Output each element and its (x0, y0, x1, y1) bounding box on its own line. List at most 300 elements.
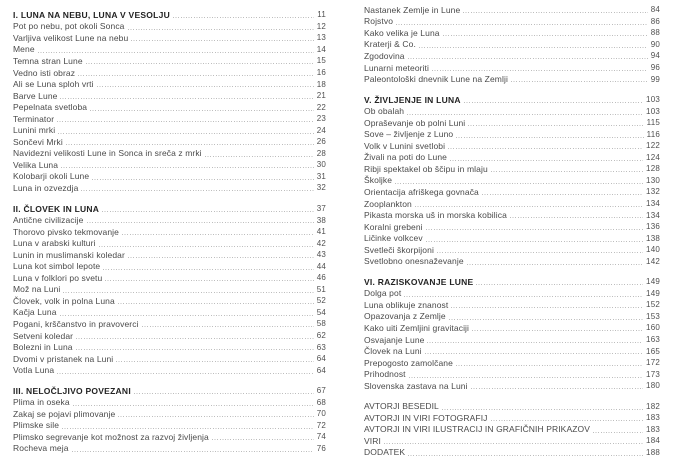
toc-entry (364, 288, 660, 300)
toc-entry (13, 67, 326, 79)
toc-entry (364, 152, 660, 164)
toc-entry-label: Antične civilizacije (13, 215, 84, 226)
toc-entry-label: Plimsko segrevanje kot možnost za razvoj življenja (13, 431, 209, 442)
toc-entry-label: Pikasta morska uš in morska kobilica (364, 210, 507, 221)
toc-page-number: 86 (650, 16, 660, 26)
toc-column-left (13, 9, 326, 454)
toc-entry (13, 307, 326, 319)
toc-page-number: 23 (316, 114, 326, 124)
toc-entry (364, 16, 660, 28)
dot-leader (128, 29, 314, 30)
dot-leader (63, 292, 313, 293)
dot-leader (131, 40, 313, 41)
dot-leader (60, 315, 314, 316)
toc-entry-label: Ob obalah (364, 106, 405, 117)
toc-page-number: 18 (316, 79, 326, 89)
toc-entry (13, 226, 326, 238)
dot-leader (456, 137, 643, 138)
dot-leader (118, 416, 313, 417)
dot-leader (427, 342, 643, 343)
toc-entry (13, 295, 326, 307)
toc-page-number: 21 (316, 91, 326, 101)
dot-leader (76, 338, 314, 339)
toc-entry (13, 420, 326, 432)
toc-entry (13, 237, 326, 249)
toc-column-right (364, 4, 660, 458)
toc-entry (364, 105, 660, 117)
toc-entry-label: Zgodovina (364, 50, 405, 61)
toc-page-number: 184 (646, 436, 660, 446)
toc-page-number: 163 (646, 335, 660, 345)
toc-page-number: 149 (646, 277, 660, 287)
dot-leader (212, 439, 314, 440)
toc-page-number: 12 (316, 21, 326, 31)
toc-entry (13, 214, 326, 226)
toc-section-title: III. NELOČLJIVO POVEZANI (13, 385, 131, 396)
toc-entry-label: Pepelnata svetloba (13, 102, 88, 113)
toc-entry-label: Ribji spektakel ob ščipu in mlaju (364, 163, 488, 174)
toc-entry-label: Lunin in muslimanski koledar (13, 249, 125, 260)
toc-entry-label: Ali se Luna sploh vrti (13, 79, 94, 90)
toc-entry-label: Kako velika je Luna (364, 27, 440, 38)
toc-entry (13, 443, 326, 455)
toc-section (364, 94, 660, 267)
toc-entry-label: Pot po nebu, pot okoli Sonca (13, 21, 125, 32)
toc-page-number: 70 (316, 409, 326, 419)
dot-leader (408, 58, 648, 59)
toc-entry (13, 124, 326, 136)
toc-page-number: 43 (316, 250, 326, 260)
toc-entry (13, 249, 326, 261)
toc-page-number: 180 (646, 381, 660, 391)
toc-entry-label: Luna in ozvezdja (13, 182, 79, 193)
toc-page-number: 44 (316, 261, 326, 271)
toc-entry (364, 255, 660, 267)
toc-section (364, 401, 660, 459)
toc-entry (364, 435, 660, 447)
toc-entry (364, 117, 660, 129)
toc-entry-label: Paleontološki dnevnik Lune na Zemlji (364, 74, 508, 85)
toc-entry-label: VIRI (364, 435, 381, 446)
dot-leader (593, 432, 643, 433)
dot-leader (468, 125, 643, 126)
toc-entry-label: Luna v arabski kulturi (13, 238, 96, 249)
toc-entry-label: Človek, volk in polna Luna (13, 295, 115, 306)
dot-leader (491, 171, 643, 172)
toc-entry (364, 334, 660, 346)
dot-leader (73, 405, 314, 406)
toc-entry-label: Luna v folklori po svetu (13, 272, 103, 283)
dot-leader (432, 70, 648, 71)
toc-entry (13, 272, 326, 284)
toc-entry (13, 55, 326, 67)
toc-entry (364, 311, 660, 323)
toc-page-number: 24 (316, 125, 326, 135)
toc-section-heading (364, 94, 660, 106)
toc-page-number: 130 (646, 175, 660, 185)
toc-entry (13, 159, 326, 171)
toc-entry-label: Plimske sile (13, 420, 60, 431)
toc-entry-label: Slovenska zastava na Luni (364, 380, 468, 391)
toc-entry (364, 322, 660, 334)
toc-page-number: 134 (646, 210, 660, 220)
toc-page-number: 14 (316, 44, 326, 54)
toc-entry-label: Setveni koledar (13, 330, 74, 341)
toc-entry-label: Dolga pot (364, 288, 402, 299)
toc-page-number: 116 (646, 129, 660, 139)
toc-entry-label: Terminator (13, 113, 55, 124)
toc-entry-label: Velika Luna (13, 159, 59, 170)
toc-entry (13, 330, 326, 342)
toc-entry-label: Bolezni in Luna (13, 342, 73, 353)
toc-entry-label: Orientacija afriškega govnača (364, 186, 479, 197)
toc-entry (13, 44, 326, 56)
toc-page-number: 64 (316, 354, 326, 364)
toc-page-number: 37 (316, 204, 326, 214)
dot-leader (86, 63, 314, 64)
toc-page-number: 173 (646, 369, 660, 379)
toc-entry (13, 101, 326, 113)
toc-page-number: 32 (316, 183, 326, 193)
toc-page-number: 140 (646, 245, 660, 255)
toc-entry (13, 78, 326, 90)
toc-entry-label: Živali na poti do Lune (364, 152, 448, 163)
toc-entry-label: Kako uiti Zemljini gravitaciji (364, 322, 470, 333)
toc-section (364, 4, 660, 85)
toc-page-number: 42 (316, 238, 326, 248)
dot-leader (134, 393, 314, 394)
dot-leader (384, 443, 643, 444)
dot-leader (118, 303, 314, 304)
toc-entry-label: AVTORJI IN VIRI FOTOGRAFIJ (364, 412, 488, 423)
toc-entry-label: Luna oblikuje znanost (364, 299, 449, 310)
dot-leader (205, 156, 314, 157)
toc-entry (13, 113, 326, 125)
dot-leader (419, 47, 648, 48)
toc-entry-label: Kačja Luna (13, 307, 57, 318)
dot-leader (87, 222, 314, 223)
toc-entry-label: Temna stran Lune (13, 55, 83, 66)
toc-entry-label: Barve Lune (13, 90, 58, 101)
toc-entry-label: Rocheva meja (13, 443, 69, 454)
toc-page-number: 149 (646, 288, 660, 298)
toc-page-number: 96 (650, 63, 660, 72)
toc-entry (364, 163, 660, 175)
toc-section-heading (364, 276, 660, 288)
toc-page-number: 38 (316, 215, 326, 225)
toc-entry-label: Votla Luna (13, 365, 55, 376)
dot-leader (76, 349, 314, 350)
toc-page-number: 52 (316, 296, 326, 306)
dot-leader (449, 319, 643, 320)
toc-entry-label: Zakaj se pojavi plimovanje (13, 408, 116, 419)
toc-page-number: 26 (316, 137, 326, 147)
dot-leader (425, 353, 643, 354)
toc-page-number: 67 (316, 386, 326, 396)
toc-entry-label: Lunini mrki (13, 125, 56, 136)
dot-leader (122, 234, 314, 235)
toc-entry-label: Koralni grebeni (364, 221, 423, 232)
toc-entry (364, 299, 660, 311)
toc-page-number: 165 (646, 346, 660, 356)
toc-page-number: 136 (646, 222, 660, 232)
toc-page-number: 138 (646, 233, 660, 243)
dot-leader (471, 388, 643, 389)
toc-page-number: 76 (316, 443, 326, 453)
toc-entry-label: Nastanek Zemlje in Lune (364, 4, 461, 15)
toc-section (13, 9, 326, 194)
toc-entry (13, 408, 326, 420)
toc-entry-label: Navidezni velikosti Lune in Sonca in sreča z mrki (13, 148, 202, 159)
toc-entry (364, 368, 660, 380)
dot-leader (491, 420, 644, 421)
toc-entry-label: Svetlobno onesnaževanje (364, 256, 464, 267)
toc-section-title: I. LUNA NA NEBU, LUNA V VESOLJU (13, 9, 170, 20)
dot-leader (92, 179, 313, 180)
toc-entry-label: Ličinke volkcev (364, 233, 423, 244)
dot-leader (62, 428, 314, 429)
toc-entry-label: Dvomi v pristanek na Luni (13, 353, 114, 364)
toc-entry-label: Osvajanje Lune (364, 334, 425, 345)
dot-leader (78, 75, 314, 76)
dot-leader (450, 160, 643, 161)
toc-page-number: 13 (316, 33, 326, 43)
toc-entry (13, 171, 326, 183)
toc-entry (13, 148, 326, 160)
dot-leader (61, 167, 314, 168)
toc-entry (364, 175, 660, 187)
toc-section-heading (13, 203, 326, 215)
toc-page-number: 122 (646, 141, 660, 151)
toc-page-number: 41 (316, 227, 326, 237)
toc-entry-label: Rojstvo (364, 16, 394, 27)
toc-entry (13, 182, 326, 194)
toc-entry-label: Mene (13, 44, 35, 55)
toc-page-number: 182 (646, 401, 660, 411)
dot-leader (173, 17, 314, 18)
toc-entry (13, 136, 326, 148)
toc-page-number: 15 (316, 56, 326, 66)
dot-leader (57, 121, 314, 122)
dot-leader (116, 361, 313, 362)
toc-entry (13, 397, 326, 409)
toc-page-number: 31 (316, 171, 326, 181)
dot-leader (511, 81, 648, 82)
dot-leader (482, 194, 643, 195)
toc-entry (364, 186, 660, 198)
toc-page-number: 62 (316, 331, 326, 341)
toc-entry (364, 73, 660, 85)
toc-entry-label: Thorovo pivsko tekmovanje (13, 226, 119, 237)
toc-page-number: 142 (646, 256, 660, 266)
toc-entry (364, 128, 660, 140)
toc-page-number: 183 (646, 413, 660, 423)
toc-entry-label: Sove – življenje z Luno (364, 129, 454, 140)
dot-leader (58, 133, 313, 134)
toc-page-number: 30 (316, 160, 326, 170)
toc-entry (13, 318, 326, 330)
toc-page-number: 183 (646, 424, 660, 434)
toc-page-number: 99 (650, 74, 660, 84)
dot-leader (510, 217, 643, 218)
toc-entry-label: Človek na Luni (364, 346, 422, 357)
toc-entry-label: Opazovanja z Zemlje (364, 311, 446, 322)
toc-entry (13, 353, 326, 365)
toc-entry-label: Plima in oseka (13, 397, 70, 408)
dot-leader (404, 296, 643, 297)
toc-entry (13, 260, 326, 272)
toc-entry (364, 447, 660, 459)
dot-leader (396, 24, 648, 25)
dot-leader (102, 211, 313, 212)
toc-entry-label: Kraterji & Co. (364, 39, 416, 50)
toc-entry-label: Školjke (364, 175, 393, 186)
toc-page-number: 11 (317, 10, 326, 20)
toc-section-heading (13, 9, 326, 21)
dot-leader (451, 307, 643, 308)
toc-page-number: 160 (646, 323, 660, 333)
dot-leader (142, 326, 314, 327)
toc-entry (364, 50, 660, 62)
toc-entry-label: Varljiva velikost Lune na nebu (13, 32, 129, 43)
toc-page-number: 72 (316, 420, 326, 430)
toc-entry (364, 27, 660, 39)
toc-page-number: 74 (316, 432, 326, 442)
toc-entry (13, 21, 326, 33)
dot-leader (467, 264, 643, 265)
toc-entry (13, 284, 326, 296)
toc-entry-label: AVTORJI BESEDIL (364, 401, 439, 412)
toc-page-number: 153 (646, 311, 660, 321)
toc-page-number: 172 (646, 358, 660, 368)
dot-leader (103, 269, 313, 270)
toc-entry-label: Luna kot simbol lepote (13, 261, 101, 272)
toc-page-number: 88 (650, 28, 660, 38)
toc-entry-label: Volk v Lunini svetlobi (364, 140, 446, 151)
toc-entry-label: Svetleči škorpijoni (364, 244, 434, 255)
toc-page-number: 51 (316, 284, 326, 294)
toc-section-heading (13, 385, 326, 397)
toc-page-number: 115 (646, 118, 660, 128)
dot-leader (426, 241, 643, 242)
toc-entry (364, 345, 660, 357)
toc-entry (364, 380, 660, 392)
dot-leader (442, 409, 643, 410)
toc-entry (364, 198, 660, 210)
dot-leader (443, 35, 648, 36)
dot-leader (99, 246, 314, 247)
toc-entry (364, 357, 660, 369)
toc-page-number: 58 (316, 319, 326, 329)
dot-leader (456, 365, 643, 366)
dot-leader (448, 148, 643, 149)
toc-page-number: 84 (650, 5, 660, 15)
toc-entry (364, 4, 660, 16)
toc-page-number: 22 (316, 102, 326, 112)
toc-entry-label: Prepogosto zamolčane (364, 357, 453, 368)
dot-leader (81, 190, 313, 191)
toc-entry-label: Opraševanje ob polni Luni (364, 117, 466, 128)
dot-leader (426, 229, 643, 230)
toc-entry (13, 431, 326, 443)
dot-leader (97, 86, 314, 87)
dot-leader (60, 98, 313, 99)
toc-entry (364, 424, 660, 436)
toc-entry-label: Kolobarji okoli Lune (13, 171, 90, 182)
toc-entry-label: DODATEK (364, 447, 406, 458)
toc-page-number: 132 (646, 187, 660, 197)
toc-page-number: 63 (316, 342, 326, 352)
toc-section (13, 385, 326, 454)
dot-leader (408, 455, 643, 456)
toc-page-number: 128 (646, 164, 660, 174)
toc-page-number: 152 (646, 300, 660, 310)
toc-page-number: 103 (646, 106, 660, 116)
dot-leader (415, 206, 643, 207)
toc-section (364, 276, 660, 391)
dot-leader (90, 110, 314, 111)
toc-page-number: 46 (316, 273, 326, 283)
toc-entry (364, 39, 660, 51)
toc-page-number: 68 (316, 397, 326, 407)
dot-leader (437, 252, 643, 253)
toc-entry (364, 221, 660, 233)
dot-leader (66, 144, 314, 145)
toc-entry-label: Zooplankton (364, 198, 412, 209)
toc-entry-label: Sončevi Mrki (13, 136, 63, 147)
toc-page-number: 64 (316, 365, 326, 375)
toc-entry (364, 209, 660, 221)
toc-page-number: 103 (646, 95, 660, 105)
toc-page-number: 54 (316, 307, 326, 317)
dot-leader (395, 183, 643, 184)
toc-entry (364, 244, 660, 256)
toc-entry (13, 341, 326, 353)
toc-entry-label: Mož na Luni (13, 284, 61, 295)
toc-entry (364, 140, 660, 152)
dot-leader (72, 451, 314, 452)
toc-section (13, 203, 326, 376)
toc-page-number: 16 (316, 68, 326, 77)
toc-page-number: 90 (650, 39, 660, 49)
dot-leader (128, 257, 314, 258)
toc-entry-label: Prihodnost (364, 369, 406, 380)
toc-entry-label: Pogani, krščanstvo in pravoverci (13, 318, 139, 329)
toc-entry (13, 90, 326, 102)
toc-entry-label: Vedno isti obraz (13, 67, 76, 78)
toc-page-number: 124 (646, 152, 660, 162)
toc-entry (364, 401, 660, 413)
dot-leader (407, 114, 643, 115)
toc-entry (364, 62, 660, 74)
dot-leader (476, 284, 643, 285)
dot-leader (105, 280, 313, 281)
toc-entry (13, 32, 326, 44)
dot-leader (464, 102, 643, 103)
toc-entry (364, 412, 660, 424)
dot-leader (57, 373, 314, 374)
dot-leader (463, 12, 647, 13)
toc-entry (364, 232, 660, 244)
toc-page-number: 134 (646, 199, 660, 209)
toc-section-title: VI. RAZISKOVANJE LUNE (364, 276, 474, 287)
toc-entry-label: AVTORJI IN VIRI ILUSTRACIJ IN GRAFIČNIH PRIKAZOV (364, 424, 590, 435)
toc-entry (13, 364, 326, 376)
toc-page-number: 188 (646, 447, 660, 457)
dot-leader (472, 330, 643, 331)
toc-section-title: II. ČLOVEK IN LUNA (13, 203, 100, 214)
toc-page-number: 28 (316, 148, 326, 158)
